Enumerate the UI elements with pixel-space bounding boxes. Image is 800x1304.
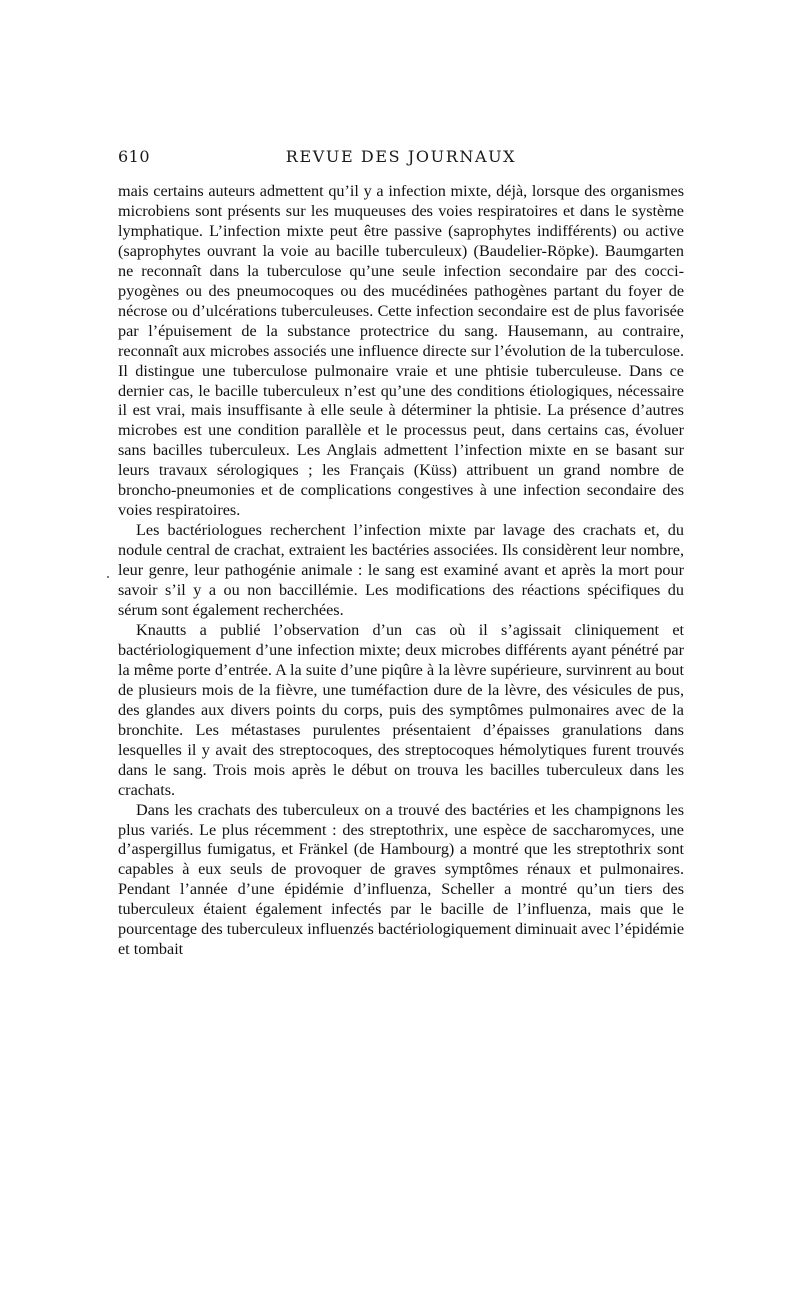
paragraph: Knautts a publié l’observation d’un cas où il s’agissait cliniquement et bactériologiquement d’une infection mixte; deux microbes différents ayant pénétré par la même porte d’entrée. A la suite d’une piqûre à la lèvre supérieure, survinrent au bout de plusieurs mois de la fièvre, une tuméfaction dure de la lèvre, des vésicules de pus, des glandes aux divers points du corps, puis des symptômes pulmonaires avec de la bronchite. Les métastases purulentes présentaient d’épaisses granulations dans lesquelles il y avait des streptocoques, des streptocoques hémolytiques furent trouvés dans le sang. Trois mois après le début on trouva les bacilles tuberculeux dans les crachats. [118,620,684,799]
body-text [118,182,684,960]
page-header [118,147,684,171]
paragraph-continued: mais certains auteurs admettent qu’il y a infection mixte, déjà, lorsque des organismes microbiens sont présents sur les muqueuses des voies respiratoires et dans le système lymphatique. L’infection mixte peut être passive (saprophytes indifférents) ou active (saprophytes ouvrant la voie au bacille tuberculeux) (Baudelier-Röpke). Baumgarten ne reconnaît dans la tuberculose qu’une seule infection secondaire par des cocci-pyogènes ou des pneumocoques ou des mucédinées pathogènes partant du foyer de nécrose ou d’ulcérations tuberculeuses. Cette infection secondaire est de plus favorisée par l’épuisement de la substance protectrice du sang. Hausemann, au contraire, reconnaît aux microbes associés une influence directe sur l’évolution de la tuberculose. Il distingue une tuberculose pulmonaire vraie et une phtisie tuberculeuse. Dans ce dernier cas, le bacille tuberculeux n’est qu’une des conditions étiologiques, nécessaire il est vrai, mais insuffisante à elle seule à déterminer la phtisie. La présence d’autres microbes est une condition parallèle et le processus peut, dans certains cas, évoluer sans bacilles tuberculeux. Les Anglais admettent l’infection mixte en se basant sur leurs travaux sérologiques ; les Français (Küss) attribuent un grand nombre de broncho-pneumonies et de complications congestives à une infection secondaire des voies respiratoires. [118,182,684,520]
margin-mark [107,576,109,578]
paragraph: Les bactériologues recherchent l’infection mixte par lavage des crachats et, du nodule central de crachat, extraient les bactéries associées. Ils considèrent leur nombre, leur genre, leur pathogénie animale : le sang est examiné avant et après la mort pour savoir s’il y a ou non baccillémie. Les modifications des réactions spécifiques du sérum sont également recherchées. [118,521,684,620]
running-title: REVUE DES JOURNAUX [285,147,517,166]
page-number: 610 [118,147,151,166]
paragraph: Dans les crachats des tuberculeux on a trouvé des bactéries et les champignons les plus variés. Le plus récemment : des streptothrix, une espèce de saccharomyces, une d’aspergillus fumigatus, et Fränkel (de Hambourg) a montré que les streptothrix sont capables à eux seuls de provoquer de graves symptômes rénaux et pulmonaires. Pendant l’année d’une épidémie d’influenza, Scheller a montré qu’un tiers des tuberculeux étaient également infectés par le bacille de l’influenza, mais que le pourcentage des tuberculeux influenzés bactériologiquement diminuait avec l’épidémie et tombait [118,800,684,959]
